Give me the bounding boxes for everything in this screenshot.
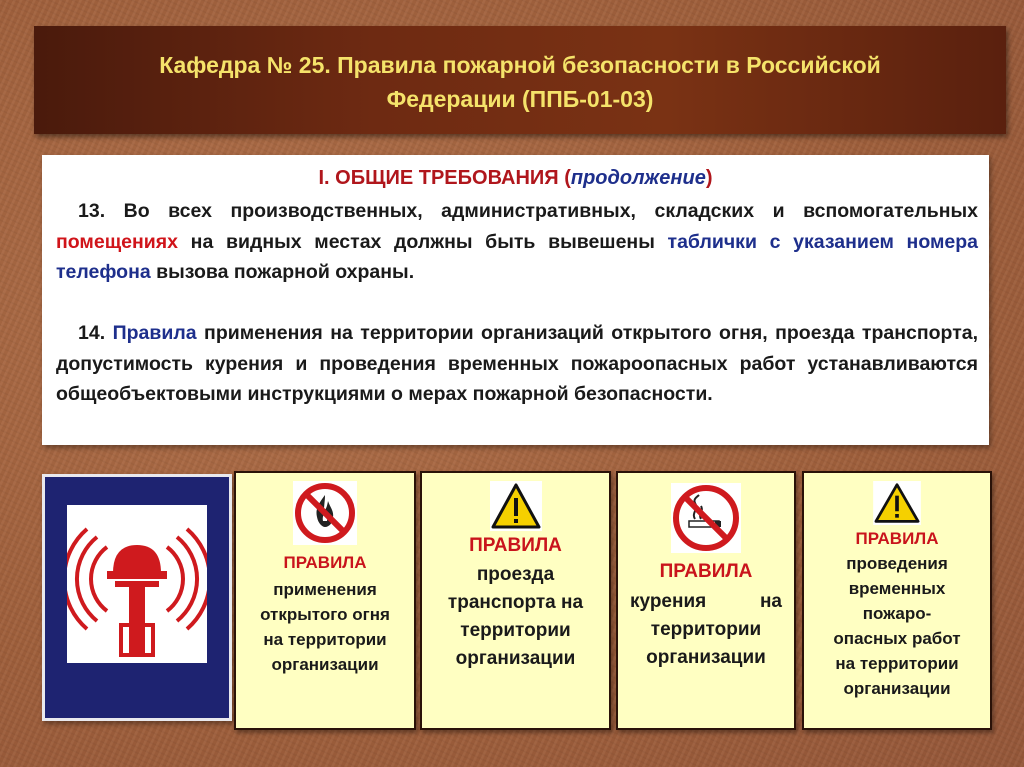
fire-alarm-sign (42, 474, 232, 721)
card-2-line: проезда (476, 564, 555, 585)
warning-triangle-icon (873, 481, 921, 525)
card-open-fire-rules (234, 471, 416, 730)
item-14-text-1: применения на территории организаций открытого огня, проезда транспорта, допустимость курения и проведения временных пожароопасных работ устанавливаются общеобъектовыми инструкциями о мерах пожарной безопасности. (56, 322, 979, 405)
card-3-text (624, 588, 788, 672)
item-13-text-3: вызова пожарной охраны. (150, 261, 415, 283)
card-4-line: организации (843, 679, 951, 698)
card-3-word: курения (630, 591, 707, 612)
item-14 (56, 318, 978, 410)
card-4-line: проведения (846, 554, 948, 573)
item-14-number: 14 (78, 322, 100, 344)
item-13-highlight-rooms: помещениях (56, 230, 178, 253)
warning-triangle-icon (490, 481, 542, 531)
no-open-fire-icon (293, 481, 357, 545)
item-14-highlight-rules: Правила (112, 322, 197, 344)
fire-alarm-sign-plate (67, 505, 207, 663)
section-title-close: ) (705, 167, 713, 189)
card-2-heading: ПРАВИЛА (469, 535, 562, 556)
item-13-highlight-signs: таблички с указанием номера телефона (56, 230, 979, 283)
section-title (42, 167, 989, 190)
item-13-number: 13 (78, 200, 100, 222)
card-4-line: пожаро- (862, 604, 932, 623)
no-smoking-icon (671, 483, 741, 553)
card-4-text (810, 551, 984, 701)
card-transport-rules (420, 471, 611, 730)
item-14-dot: . (99, 322, 113, 344)
card-3-word: на (759, 591, 782, 612)
card-4-line: временных (848, 579, 946, 598)
card-4-heading: ПРАВИЛА (855, 529, 939, 548)
item-13 (56, 196, 978, 288)
card-1-text (242, 577, 408, 677)
card-4-line: опасных работ (833, 629, 961, 648)
fire-alarm-button-icon (67, 505, 207, 663)
card-1-line: организации (271, 655, 379, 674)
page-title (34, 48, 1006, 116)
page-title-line-2: Федерации (ППБ-01-03) (386, 86, 654, 112)
card-1-line: открытого огня (260, 605, 390, 624)
card-smoking-rules (616, 471, 796, 730)
card-1-heading: ПРАВИЛА (283, 553, 367, 572)
card-2-line: транспорта на (447, 592, 584, 613)
title-bar (34, 26, 1006, 134)
page-title-line-1: Кафедра № 25. Правила пожарной безопасности в Российской (159, 52, 881, 78)
card-2-line: организации (455, 648, 576, 669)
card-3-heading: ПРАВИЛА (659, 561, 753, 582)
card-1-line: применения (273, 580, 377, 599)
card-3-line: организации (646, 647, 766, 668)
section-title-main: I. ОБЩИЕ ТРЕБОВАНИЯ ( (318, 167, 571, 189)
card-4-line: на территории (835, 654, 959, 673)
card-2-text (428, 561, 603, 673)
card-1-line: на территории (263, 630, 387, 649)
card-3-line: территории (650, 619, 762, 640)
card-hot-works-rules (802, 471, 992, 730)
item-13-text-1: . Во всех производственных, административных, складских и вспомогательных (99, 200, 978, 222)
item-13-text-2: на видных местах должны быть вывешены (178, 230, 668, 253)
card-2-line: территории (460, 620, 571, 641)
card-3-line (624, 588, 788, 616)
section-title-continued: продолжение (570, 167, 706, 189)
content-box (42, 155, 989, 445)
